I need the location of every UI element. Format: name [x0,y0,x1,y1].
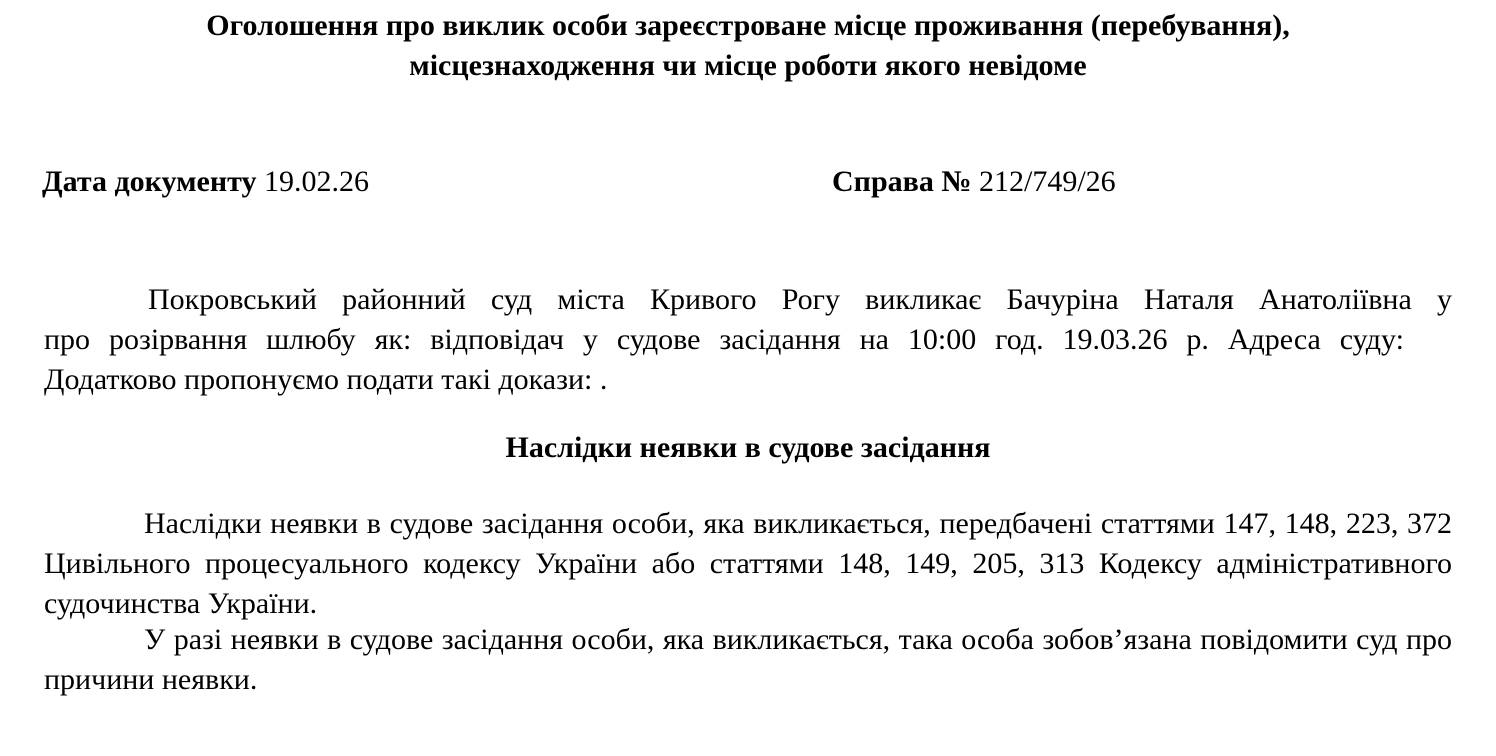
document-date-label: Дата документу [42,165,257,198]
case-number-label: Справа № [832,165,972,198]
consequences-paragraph-1: Наслідки неявки в судове засідання особи, яка викликається, передбачені статтями 147, 148, 223, 372 Цивільного процесуального кодексу України або статтями 148, 149, 205, 313 Кодексу адміністративного судочинства України. [44,507,1452,620]
summons-line-1: Покровський районний суд міста Кривого Рогу викликає Бачуріна Наталя Анатоліївна у [148,283,1452,316]
case-number [832,164,1116,200]
document-title-line-1: Оголошення про виклик особи зареєстроване місце проживання (перебування), [206,9,1290,42]
summons-line-2: про розірвання шлюбу як: відповідач у судове засідання на 10:00 год. 19.03.26 р. Адреса суду: [44,323,1404,356]
consequences-heading: Наслідки неявки в судове засідання [505,431,991,464]
document-date-value: 19.02.26 [263,165,369,198]
case-number-value: 212/749/26 [978,165,1116,198]
document-date [42,164,369,200]
summons-paragraph [44,280,1452,400]
consequences-paragraph-2: У разі неявки в судове засідання особи, яка викликається, така особа зобов’язана повідомити суд про причини неявки. [44,623,1452,696]
document-title-line-2: місцезнаходження чи місце роботи якого невідоме [409,49,1087,82]
summons-line-3: Додатково пропонуємо подати такі докази: . [44,363,608,396]
